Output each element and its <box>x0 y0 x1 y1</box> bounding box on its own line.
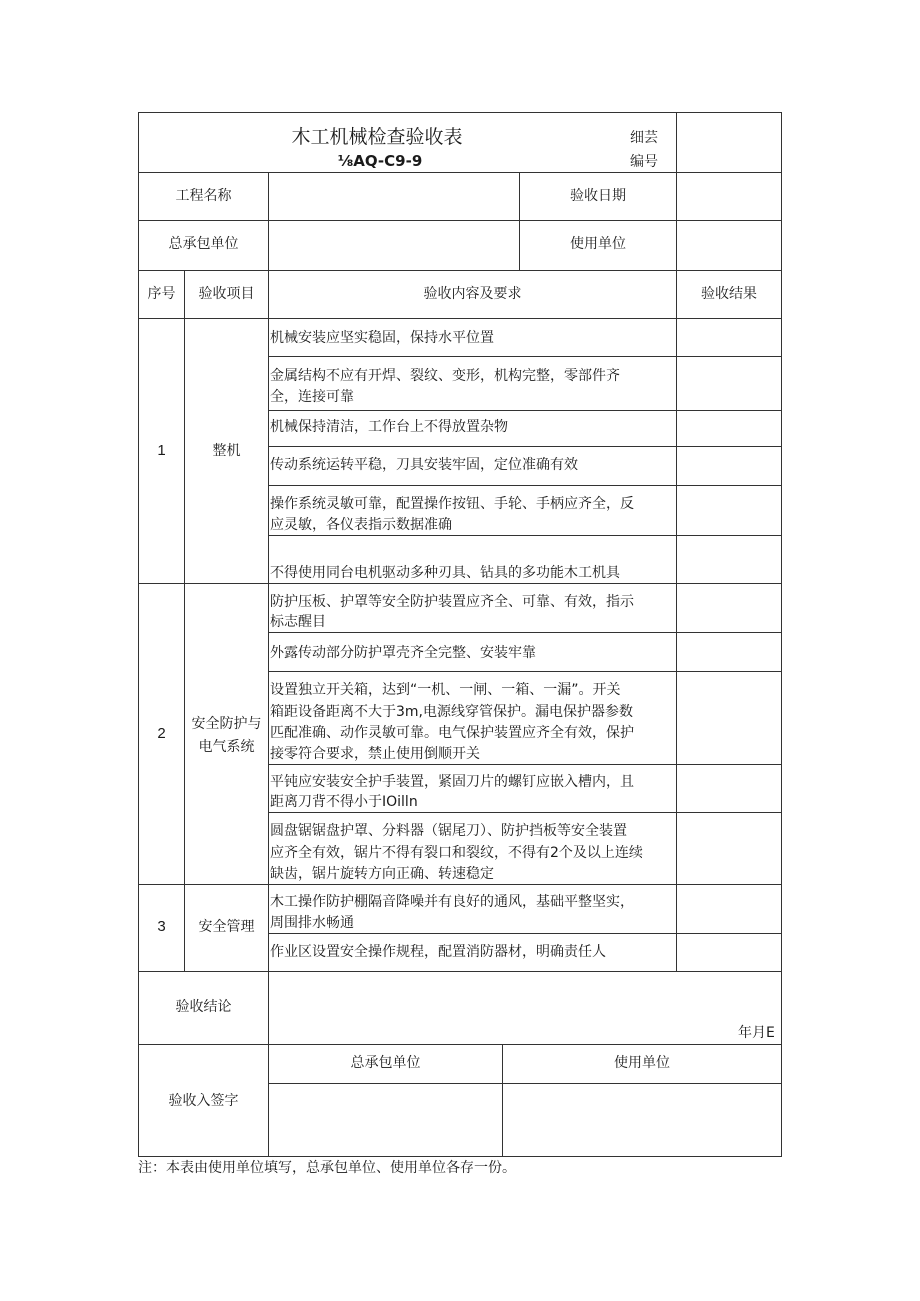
header-code-divider <box>676 112 677 172</box>
row-divider <box>268 410 782 411</box>
list-item: 箱距设备距离不大于3m,电源线穿管保护。漏电保护器参数 <box>270 704 633 720</box>
project-name-label: 工程名称 <box>175 188 232 204</box>
conclusion-date: 年月E <box>738 1025 775 1041</box>
group-seq: 2 <box>157 725 166 742</box>
list-item: 距离刀背不得小于IOilln <box>270 794 418 810</box>
list-item: 匹配准确、动作灵敏可靠。电气保护装置应齐全有效，保护 <box>270 725 634 741</box>
form-title: 木工机械检查验收表 <box>291 126 463 148</box>
group-item: 电气系统 <box>198 739 255 755</box>
user-unit-label: 使用单位 <box>570 236 626 252</box>
row-divider <box>268 446 782 447</box>
row-divider <box>268 485 782 486</box>
checklist-bottom-border <box>138 971 782 972</box>
signature-label: 验收入签字 <box>168 1093 239 1109</box>
general-contractor-label: 总承包单位 <box>168 236 239 252</box>
info-label-divider <box>268 172 269 270</box>
list-item: 平钝应安装安全护手装置，紧固刀片的螺钉应嵌入槽内，且 <box>270 774 634 790</box>
column-header-bottom-border <box>138 318 782 319</box>
footer-note: 注：本表由使用单位填写，总承包单位、使用单位各存一份。 <box>138 1160 516 1176</box>
list-item: 设置独立开关箱，达到“一机、一闸、一箱、一漏”。开关 <box>270 682 621 698</box>
acceptance-date-label: 验收日期 <box>570 188 626 204</box>
list-item: 机械保持清洁，工作台上不得放置杂物 <box>270 419 508 435</box>
header-bottom-border <box>138 172 782 173</box>
group-seq: 3 <box>157 918 166 935</box>
list-item: 作业区设置安全操作规程，配置消防器材，明确责任人 <box>270 944 606 960</box>
content-column-header: 验收内容及要求 <box>423 286 522 302</box>
side-label-top: 细芸 <box>630 130 658 146</box>
list-item: 防护压板、护罩等安全防护装置应齐全、可靠、有效，指示 <box>270 594 634 610</box>
group-item: 整机 <box>212 443 241 459</box>
list-item: 周围排水畅通 <box>270 915 354 931</box>
list-item: 操作系统灵敏可靠，配置操作按钮、手轮、手柄应齐全，反 <box>270 496 634 512</box>
list-item: 金属结构不应有开焊、裂纹、变形，机构完整，零部件齐 <box>270 368 620 384</box>
table-bottom-border <box>138 1156 782 1157</box>
info-bottom-border <box>138 270 782 271</box>
list-item: 传动系统运转平稳，刀具安装牢固，定位准确有效 <box>270 457 578 473</box>
signature-header-divider <box>268 1083 782 1084</box>
seq-column-header: 序号 <box>147 286 176 302</box>
row-divider <box>268 632 782 633</box>
list-item: 接零符合要求，禁止使用倒顺开关 <box>270 746 480 762</box>
list-item: 应齐全有效，锯片不得有裂口和裂纹，不得有2个及以上连续 <box>270 845 643 861</box>
table-top-border <box>138 112 782 113</box>
list-item: 外露传动部分防护罩壳齐全完整、安装牢靠 <box>270 645 536 661</box>
list-item: 标志醒目 <box>270 614 326 630</box>
row-divider <box>268 356 782 357</box>
group-item: 安全防护与 <box>191 716 262 732</box>
list-item: 全，连接可靠 <box>270 389 354 405</box>
signature-general-contractor: 总承包单位 <box>350 1055 421 1071</box>
item-column-divider <box>268 270 269 1156</box>
result-column-header: 验收结果 <box>701 286 757 302</box>
row-divider <box>268 671 782 672</box>
conclusion-bottom-border <box>138 1044 782 1045</box>
signature-user-unit: 使用单位 <box>614 1055 670 1071</box>
form-code: ⅛AQ-C9-9 <box>337 152 423 170</box>
side-label-number: 编号 <box>630 154 658 170</box>
group-item: 安全管理 <box>198 919 255 935</box>
list-item: 木工操作防护棚隔音降噪并有良好的通风，基础平整坚实， <box>270 894 634 910</box>
conclusion-label: 验收结论 <box>175 999 232 1015</box>
list-item: 缺齿，锯片旋转方向正确、转速稳定 <box>270 866 494 882</box>
item-column-header: 验收项目 <box>198 286 255 302</box>
seq-column-divider <box>184 270 185 971</box>
list-item: 圆盘锯锯盘护罩、分料器（锯尾刀）、防护挡板等安全装置 <box>270 823 627 839</box>
list-item: 机械安装应坚实稳固，保持水平位置 <box>270 330 494 346</box>
info-row-divider <box>138 220 782 221</box>
list-item: 应灵敏，各仪表指示数据准确 <box>270 517 452 533</box>
group-seq: 1 <box>157 442 166 459</box>
list-item: 不得使用同台电机驱动多种刃具、钻具的多功能木工机具 <box>270 565 620 581</box>
table-right-border <box>781 112 782 1157</box>
